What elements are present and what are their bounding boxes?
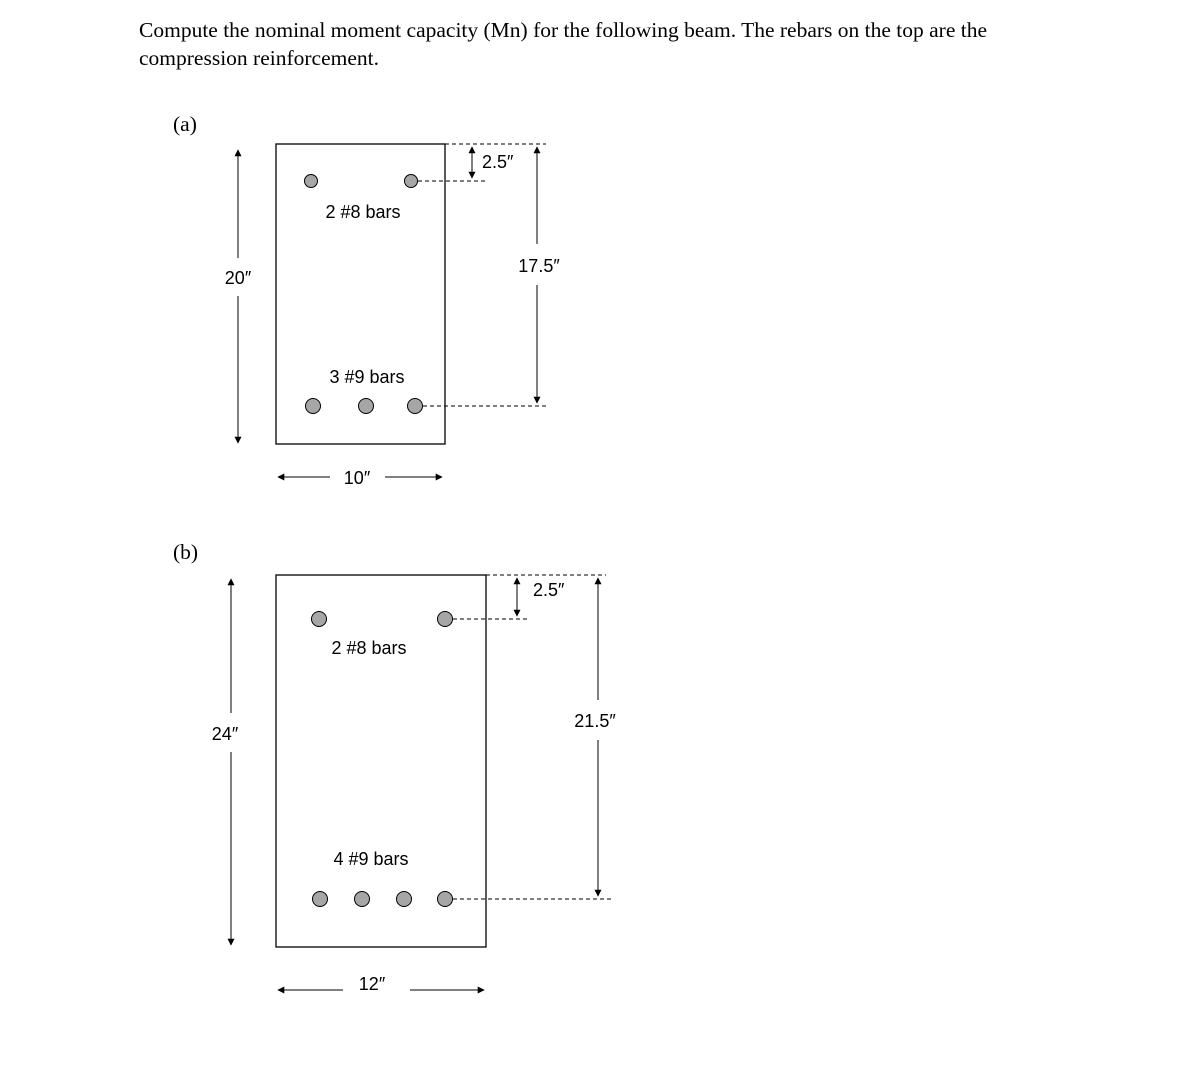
beam-a-section — [276, 144, 445, 444]
beam-b-bottom-bar — [397, 892, 412, 907]
beam-a-bottom-bars-label: 3 #9 bars — [329, 367, 405, 387]
problem-prompt: Compute the nominal moment capacity (Mn) for the following beam. The rebars on the top are the compression reinforcement. — [139, 18, 988, 70]
beam-b — [212, 575, 617, 994]
beam-a-bottom-bar — [408, 399, 423, 414]
part-b-label: (b) — [173, 540, 199, 564]
beam-b-width-label: 12″ — [358, 974, 386, 994]
beam-a-bottom-bar — [359, 399, 374, 414]
beam-a — [225, 144, 561, 488]
beam-a-top-bar — [405, 175, 418, 188]
beam-b-bottom-bar — [313, 892, 328, 907]
beam-b-bottom-bar — [355, 892, 370, 907]
beam-b-cover-label: 2.5″ — [533, 580, 565, 600]
beam-a-width-label: 10″ — [343, 468, 371, 488]
beam-a-top-bar — [305, 175, 318, 188]
beam-b-section — [276, 575, 486, 947]
beam-b-top-bars-label: 2 #8 bars — [331, 638, 407, 658]
beam-a-bottom-bar — [306, 399, 321, 414]
beam-a-depth-label: 17.5″ — [518, 256, 560, 276]
beam-b-top-bar — [312, 612, 327, 627]
beam-b-bottom-bars-label: 4 #9 bars — [333, 849, 409, 869]
beam-a-cover-label: 2.5″ — [482, 152, 514, 172]
part-a-label: (a) — [173, 112, 197, 136]
beam-a-top-bars-label: 2 #8 bars — [325, 202, 401, 222]
beam-b-depth-label: 21.5″ — [574, 711, 616, 731]
beam-b-top-bar — [438, 612, 453, 627]
beam-b-bottom-bar — [438, 892, 453, 907]
beam-b-height-label: 24″ — [211, 724, 239, 744]
beam-a-height-label: 20″ — [224, 268, 252, 288]
